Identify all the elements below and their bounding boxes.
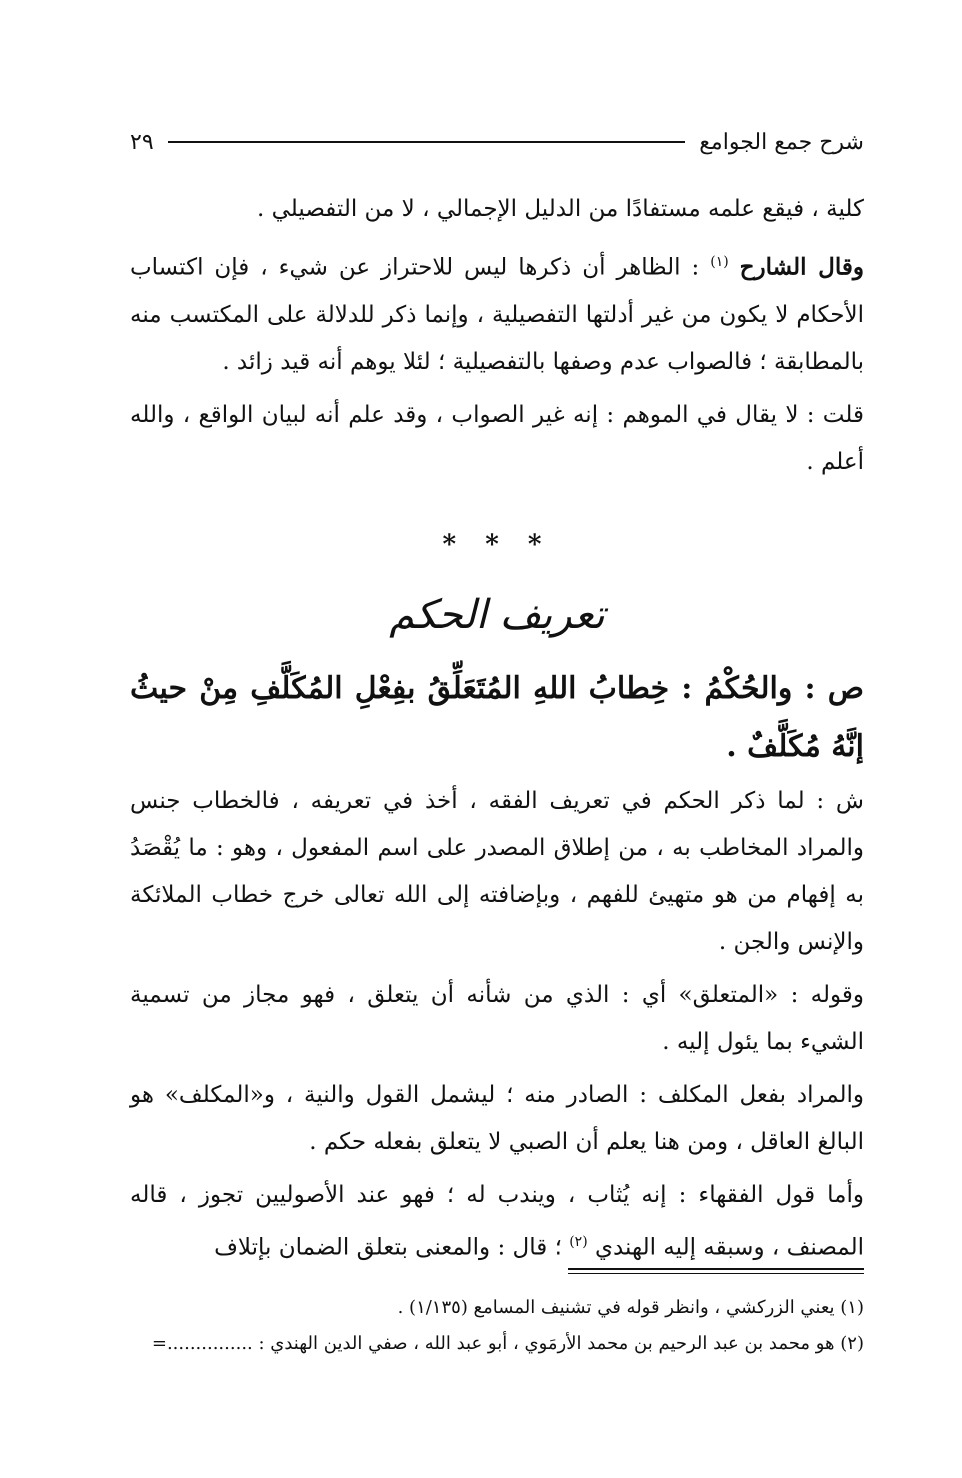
paragraph: وقوله : «المتعلق» أي : الذي من شأنه أن يتعلق ، فهو مجاز من تسمية الشيء بما يئول إليه . [130, 982, 864, 1055]
page-header [130, 122, 864, 162]
paragraph-text: ؛ قال : والمعنى بتعلق الضمان بإتلاف [214, 1234, 570, 1261]
footnote-ref: (١) [710, 254, 729, 270]
footnote: (١) يعني الزركشي ، وانظر قوله في تشنيف المسامع (١/١٣٥) . [397, 1297, 864, 1318]
paragraph [130, 239, 864, 386]
body-text-top [130, 186, 864, 486]
footnotes [130, 1290, 864, 1362]
running-title: شرح جمع الجوامع [699, 129, 864, 155]
paragraph: والمراد بفعل المكلف : الصادر منه ؛ ليشمل القول والنية ، و«المكلف» هو البالغ العاقل ، ومن هنا يعلم أن الصبي لا يتعلق بفعله حكم . [130, 1082, 864, 1155]
footnote-ref: (٢) [569, 1234, 588, 1250]
footnote-divider [568, 1268, 864, 1274]
header-rule [168, 141, 686, 143]
paragraph-text: وأما قول الفقهاء : إنه يُثاب ، ويندب له ؛ فهو عند الأصوليين تجوز ، قاله المصنف ، وسبقه إليه الهندي [130, 1182, 864, 1261]
paragraph: قلت : لا يقال في الموهم : إنه غير الصواب ، وقد علم أنه لبيان الواقع ، والله أعلم . [130, 401, 864, 475]
section-title: تعريف الحكم [389, 592, 605, 638]
paragraph-text: : الظاهر أن ذكرها ليس للاحتراز عن شيء ، فإن اكتساب الأحكام لا يكون من غير أدلتها التفصيلية ، وإنما ذكر للدلالة على المكتسب منه بالمطابقة ؛ فالصواب عدم وصفها بالتفصيلية ؛ لئلا يوهم أنه قيد زائد . [130, 254, 864, 375]
body-text-bottom [130, 778, 864, 1272]
matn-text: ص : والحُكْمُ : خِطابُ اللهِ المُتَعَلِّقُ بفِعْلِ المُكَلَّفِ مِنْ حيثُ إنَّهُ مُكَلَّفٌ . [130, 671, 864, 764]
paragraph: كلية ، فيقع علمه مستفادًا من الدليل الإجمالي ، لا من التفصيلي . [256, 196, 864, 222]
paragraph [130, 1172, 864, 1272]
footnote: (٢) هو محمد بن عبد الرحيم بن محمد الأرمَوي ، أبو عبد الله ، صفي الدين الهندي : ...............= [151, 1333, 864, 1354]
paragraph: ش : لما ذكر الحكم في تعريف الفقه ، أخذ في تعريفه ، فالخطاب جنس والمراد المخاطب به ، من إطلاق المصدر على اسم المفعول ، وهو : ما يُقْصَدُ به إفهام من هو متهيئ للفهم ، وبإضافته إلى الله تعالى خرج خطاب الملائكة والإنس والجن . [130, 788, 864, 955]
page-number: ٢٩ [130, 129, 154, 155]
commentator-label: وقال الشارح [739, 253, 864, 281]
section-separator: * * * [442, 530, 552, 560]
